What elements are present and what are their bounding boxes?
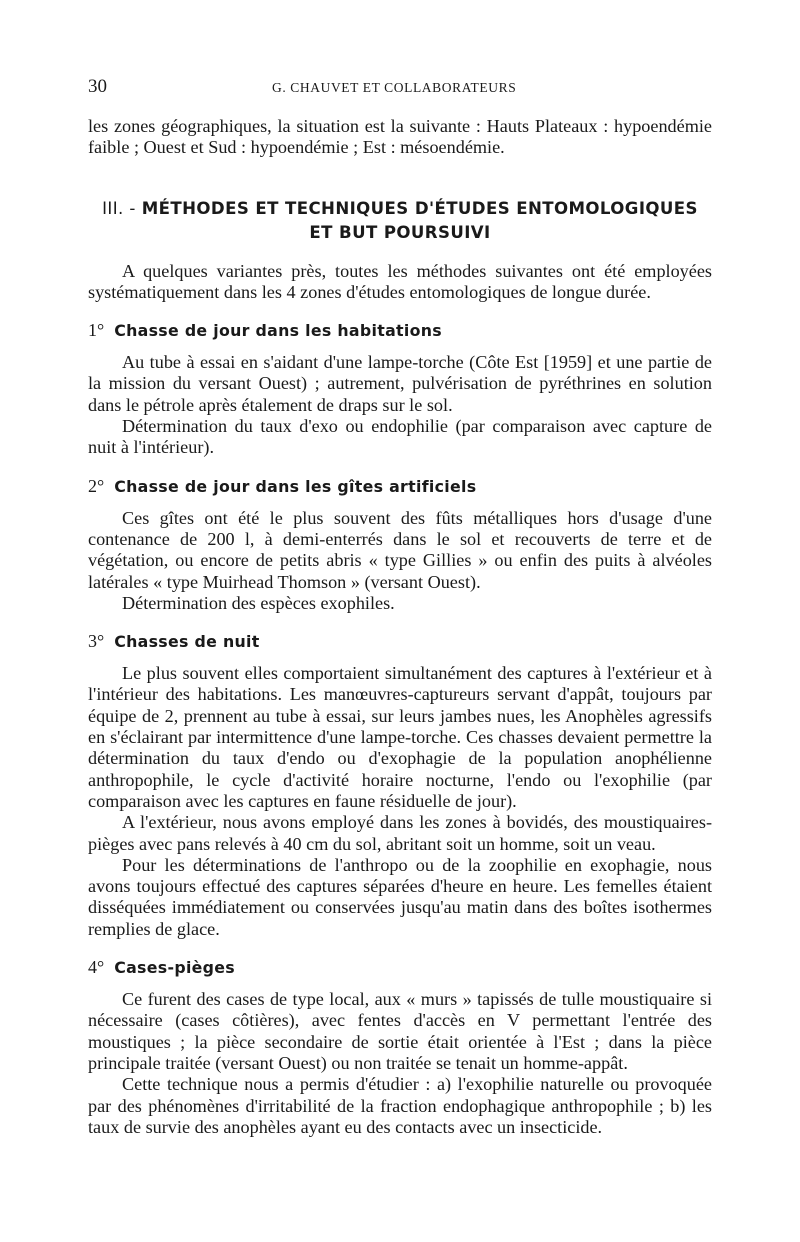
subsection-ordinal: 2° — [88, 475, 105, 496]
page-body — [88, 116, 712, 1138]
section-title-line-1 — [88, 197, 712, 221]
section-number: III. - — [102, 198, 136, 218]
subsection-ordinal: 4° — [88, 957, 105, 978]
paragraph: A l'extérieur, nous avons employé dans les zones à bovidés, des moustiquaires-pièges avec pans relevés à 40 cm du sol, abritant soit un homme, soit un veau. — [88, 812, 712, 854]
subsection-ordinal: 1° — [88, 320, 105, 341]
subsection-title: Cases-pièges — [114, 958, 235, 978]
paragraph: Le plus souvent elles comportaient simultanément des captures à l'extérieur et à l'intérieur des habitations. Les manœuvres-captureurs servant d'appât, toujours par équipe de 2, prennent au tube à essai, sur leurs jambes nues, les Anophèles agressifs en s'éclairant par intermittence d'une lampe-torche. Ces chasses devaient permettre la détermination du taux d'endo ou d'exophagie de la population anophélienne anthropophile, le cycle d'activité horaire nocturne, l'endo ou l'exophilie (par comparaison avec les captures en faune résiduelle de jour). — [88, 663, 712, 811]
subsection-heading-1 — [88, 319, 712, 342]
running-head: G. CHAUVET ET COLLABORATEURS — [272, 80, 517, 95]
paragraph: Cette technique nous a permis d'étudier : a) l'exophilie naturelle ou provoquée par des phénomènes d'irritabilité de la fraction endophagique anthropophile ; b) les taux de survie des anophèles ayant eu des contacts avec un insecticide. — [88, 1074, 712, 1137]
page-number: 30 — [88, 76, 107, 97]
subsection-heading-3 — [88, 630, 712, 653]
paragraph: Détermination du taux d'exo ou endophilie (par comparaison avec capture de nuit à l'intérieur). — [88, 416, 712, 458]
subsection-heading-4 — [88, 956, 712, 979]
paragraph: Ces gîtes ont été le plus souvent des fûts métalliques hors d'usage d'une contenance de 200 l, à demi-enterrés dans le sol et recouverts de terre et de végétation, ou encore de petits abris « type Gillies » ou enfin des puits à alvéoles latérales « type Muirhead Thomson » (versant Ouest). — [88, 507, 712, 592]
section-intro: A quelques variantes près, toutes les méthodes suivantes ont été employées systématiquement dans les 4 zones d'études entomologiques de longue durée. — [88, 260, 712, 302]
subsection-heading-2 — [88, 475, 712, 498]
subsection-ordinal: 3° — [88, 631, 105, 652]
paragraph: Au tube à essai en s'aidant d'une lampe-torche (Côte Est [1959] et une partie de la mission du versant Ouest) ; autrement, pulvérisation de pyréthrines en solution dans le pétrole après étalement de draps sur le sol. — [88, 352, 712, 415]
intro-paragraph: les zones géographiques, la situation est la suivante : Hauts Plateaux : hypoendémie faible ; Ouest et Sud : hypoendémie ; Est : mésoendémie. — [88, 116, 712, 158]
paragraph: Ce furent des cases de type local, aux « murs » tapissés de tulle moustiquaire si nécessaire (cases côtières), avec fentes d'accès en V permettant l'entrée des moustiques ; la pièce secondaire de sortie était orientée à l'Est ; dans la pièce principale traitée (versant Ouest) ou non traitée se tenait un homme-appât. — [88, 989, 712, 1073]
section-title-line-2: ET BUT POURSUIVI — [309, 222, 491, 242]
paragraph: Détermination des espèces exophiles. — [122, 592, 395, 613]
section-title-text-1: MÉTHODES ET TECHNIQUES D'ÉTUDES ENTOMOLOGIQUES — [141, 198, 698, 218]
subsection-title: Chasses de nuit — [114, 632, 260, 652]
paragraph: Pour les déterminations de l'anthropo ou de la zoophilie en exophagie, nous avons toujours effectué des captures séparées d'heure en heure. Les femelles étaient disséquées immédiatement ou conservées jusqu'au matin dans des boîtes isothermes remplies de glace. — [88, 854, 712, 939]
subsection-title: Chasse de jour dans les gîtes artificiels — [114, 476, 477, 496]
subsection-title: Chasse de jour dans les habitations — [114, 321, 442, 341]
section-title — [88, 197, 712, 245]
